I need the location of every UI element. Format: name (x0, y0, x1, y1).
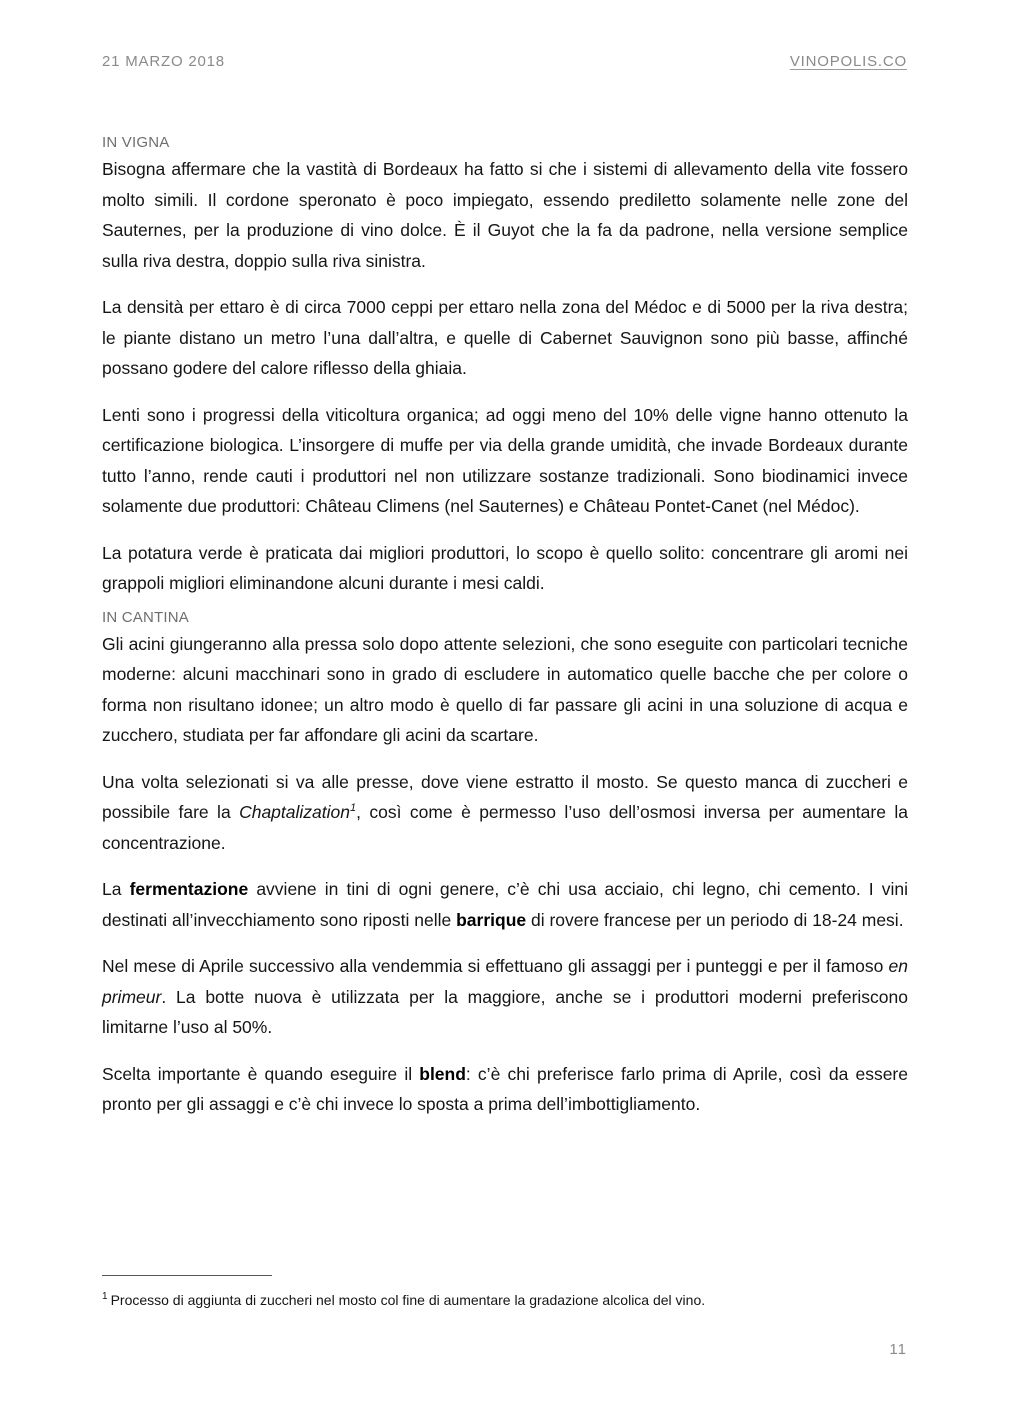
text-run: La (102, 879, 130, 899)
paragraph: La potatura verde è praticata dai migliori produttori, lo scopo è quello solito: concentrare gli aromi nei grappoli migliori eliminandone alcuni durante i mesi caldi. (102, 542, 908, 593)
paragraph (102, 1059, 908, 1120)
page-number: 11 (889, 1341, 907, 1358)
text-run: : c’è chi preferisce farlo prima di Aprile, così da essere pronto per gli assaggi e c’è chi invece lo sposta a prima dell’imbottigliamento. (102, 1063, 908, 1114)
text-run: di rovere francese per un periodo di 18-24 mesi. (526, 909, 904, 930)
paragraph (102, 874, 908, 935)
italic-term-en-primeur: en primeur (102, 956, 908, 1007)
paragraph: La densità per ettaro è di circa 7000 ceppi per ettaro nella zona del Médoc e di 5000 per la riva destra; le piante distano un metro l’una dall’altra, e quelle di Cabernet Sauvignon sono più basse, affinché possano godere del calore riflesso della ghiaia. (102, 297, 908, 378)
text-run: Una volta selezionati si va alle presse, dove viene estratto il mosto. Se questo manca di zuccheri e possibile fare la (102, 771, 908, 822)
italic-term-chaptalization: Chaptalization (239, 802, 350, 822)
text-run: avviene in tini di ogni genere, c’è chi usa acciaio, chi legno, chi cemento. I vini destinati all’invecchiamento sono riposti nelle (102, 879, 909, 930)
paragraph (102, 951, 908, 1043)
header-site-link[interactable]: VINOPOLIS.CO (789, 52, 907, 70)
page-body (102, 132, 908, 1136)
bold-term-fermentazione: fermentazione (129, 879, 249, 899)
footnote (102, 1290, 908, 1310)
paragraph: Gli acini giungeranno alla pressa solo dopo attente selezioni, che sono eseguite con particolari tecniche moderne: alcuni macchinari sono in grado di escludere in automatico quelle bacche che per colore o forma non risultano idonee; un altro modo è quello di far passare gli acini in una soluzione di acqua e zucchero, studiata per far affondare gli acini da scartare. (102, 633, 908, 745)
section-heading-in-cantina: IN CANTINA (102, 608, 190, 626)
footnote-text: Processo di aggiunta di zuccheri nel mosto col fine di aumentare la gradazione alcolica del vino. (110, 1292, 706, 1308)
bold-term-blend: blend (419, 1063, 466, 1084)
running-header (102, 50, 907, 72)
section-heading-in-vigna: IN VIGNA (102, 134, 170, 151)
text-run: , così come è permesso l’uso dell’osmosi inversa per aumentare la concentrazione. (102, 802, 908, 853)
footnote-divider (102, 1275, 272, 1276)
footnote-mark: 1 (102, 1291, 108, 1303)
paragraph: Lenti sono i progressi della viticoltura organica; ad oggi meno del 10% delle vigne hanno ottenuto la certificazione biologica. L’insorgere di muffe per via della grande umidità, che invade Bordeaux durante tutto l’anno, rende cauti i produttori nel non utilizzare sostanze tradizionali. Sono biodinamici invece solamente due produttori: Château Climens (nel Sauternes) e Château Pontet-Canet (nel Médoc). (102, 404, 908, 516)
bold-term-barrique: barrique (456, 909, 527, 930)
footnote-reference[interactable]: 1 (349, 802, 357, 815)
text-run: Nel mese di Aprile successivo alla vendemmia si effettuano gli assaggi per i punteggi e per il famoso (102, 956, 889, 976)
header-date: 21 MARZO 2018 (102, 52, 225, 70)
paragraph (102, 767, 908, 859)
paragraph: Bisogna affermare che la vastità di Bordeaux ha fatto si che i sistemi di allevamento della vite fossero molto simili. Il cordone speronato è poco impiegato, essendo prediletto solamente nelle zone del Sauternes, per la produzione di vino dolce. È il Guyot che la fa da padrone, nella versione semplice sulla riva destra, doppio sulla riva sinistra. (102, 159, 908, 271)
text-run: Scelta importante è quando eseguire il (102, 1063, 420, 1084)
text-run: . La botte nuova è utilizzata per la maggiore, anche se i produttori moderni preferiscono limitarne l’uso al 50%. (102, 986, 908, 1037)
